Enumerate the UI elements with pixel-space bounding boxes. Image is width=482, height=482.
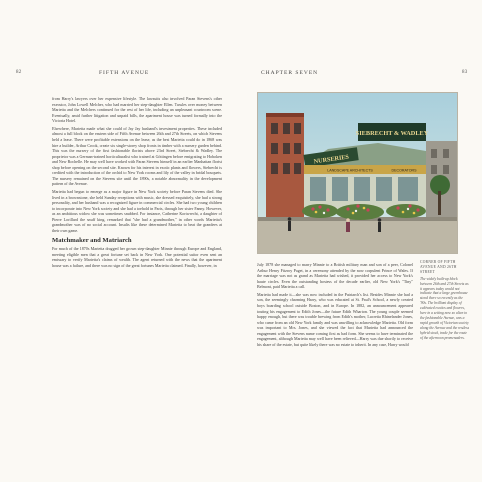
left-folio: 82 xyxy=(16,70,22,75)
florist-shop-picture xyxy=(258,93,457,253)
left-running-head: FIFTH AVENUE xyxy=(99,70,150,76)
caption-heading: CORNER OF FIFTH AVENUE AND 26TH STREET xyxy=(420,260,457,274)
sign-top-text: SIEBRECHT & WADLEY xyxy=(355,130,429,137)
paragraph: Elsewhere, Marietta made what she could of Jay Jay husband's investment properties. These included almost a full block on the eastern side of Fifth Avenue between 26th and 27th Streets, on which Stevens held a lease. There were profitable extensions on the lease, as the best Marietta could do in 1868 was hire a builder, Arthur Crook, create six single-storey shop fronts in timber with a nursery garden behind. This was the nursery of the first fashionable florists above 23rd Street, Siebrecht & Wadley. The proprietor was a German-trained horticulturalist who trained at Göttingen before emigrating to Hoboken and New Rochelle. He may well have worked with Paran Stevens himself in an earlier Manhattan florist shop before opening on the second site. Known for his interest in exotic plants and flowers, Siebrecht is credited with the introduction of the orchid to New York rooms and lily of the valley in bridal bouquets. The nursery remained on the Stevens site until the 1890s, a notable abnormality in the development pattern of the Avenue. xyxy=(52,125,222,187)
historic-florist-illustration xyxy=(257,92,458,254)
sign-left-text: NURSERIES xyxy=(313,153,350,166)
right-folio: 83 xyxy=(462,70,468,75)
right-body-text xyxy=(257,262,413,350)
sign-right-text: DECORATORS xyxy=(391,168,417,173)
paragraph: Marietta had made it—she was now included in the Patriarch's list. Besides Minnie she had a son, the seemingly charming Harry, who was educated at St. Paul's School, a newly created boys boarding school outside Boston, and in Europe. In 1882, an announcement appeared touting his engagement to Edith Jones—the future Edith Wharton. The young couple seemed happy enough, but there was trouble brewing from Edith's mother, Lucretia Rhinelander Jones, who came from an old New York family and was unwilling to acknowledge Marietta. Old form was important to Mrs. Jones, and she viewed the fact that Marietta had announced the engagement with the Stevens name coming first as bad form. She seems to have terminated the engagement, although Marietta may well have been relieved—Harry was due shortly to receive his share of the estate, but quite likely there was no estate to inherit. In any case, Harry would xyxy=(257,291,413,347)
right-running-head: CHAPTER SEVEN xyxy=(261,70,319,76)
right-page xyxy=(241,0,482,482)
paragraph: July 1878 she managed to marry Minnie to a British military man and son of a peer, Colonel Arthur Henry Fitzroy Paget, in a ceremony attended by the now corpulent Prince of Wales. If the marriage was not as grand as Marietta had wished, it provided her access to New York's haute circles. Even the outstanding hostess of the decade earlier, old New York's "Tiny" Belmont, paid Marietta a call. xyxy=(257,262,413,290)
paragraph: from Harry's lawyers over her expensive lifestyle. The lawsuits also involved Paran Stevens's other executor, John Lowell Melcher, who had married her step-daughter Ellen. Tussles over money between Marietta and the Melchers continued for the rest of her life, including an unpleasant courtroom scene. Eventually, amid further litigation and unpaid bills, the apartment house was turned formally into the Victoria Hotel. xyxy=(52,96,222,124)
left-body-text xyxy=(52,96,222,270)
figure-caption xyxy=(420,260,470,341)
caption-body: The widely built-up block between 26th and 27th Streets as it appears today would not indicate that a large greenhouse stood there so recently as the '90s. The brilliant display of cultivated exotics and flowers, here in a setting now so alien to the fashionable Avenue, was a rapid growth of Victorian society along the Avenue and the restless hybrid stock, trade for the route of the afternoon promenaders. xyxy=(420,276,470,340)
paragraph: Marietta had begun to emerge as a major figure in New York society before Paran Stevens died. She lived in a brownstone, she held Sunday receptions with music, she dressed exquisitely, she had a strong personality, and her husband was a recognized figure in commercial circles. She had two young children to incorporate into New York society and she had a toehold in Paris, through her sister Fanny. However, as an ambitious widow she was sometimes snubbed. For instance, Catherine Kortwrecht, a daughter of Pierre Lorillard the snuff king, remarked that "she had a grandmother," in other words Marietta's grandmother was of no social account. Insults like these determined Marietta to beat the grandees at their own game. xyxy=(52,189,222,233)
section-subhead: Matchmaker and Matriarch xyxy=(52,236,132,244)
sign-mid-text: LANDSCAPE ARCHITECTS xyxy=(327,168,373,173)
paragraph: For much of the 1870s Marietta dragged her grown step-daughter Minnie through Europe and England, meeting eligible men that a great fortune set back in New York. One potential suitor even sent an emissary to verify Marietta's claims of wealth. The agent returned with the news that the apartment house was a failure, and there was no sign of the great fortunes Marietta claimed. Finally, however, in xyxy=(52,246,222,268)
